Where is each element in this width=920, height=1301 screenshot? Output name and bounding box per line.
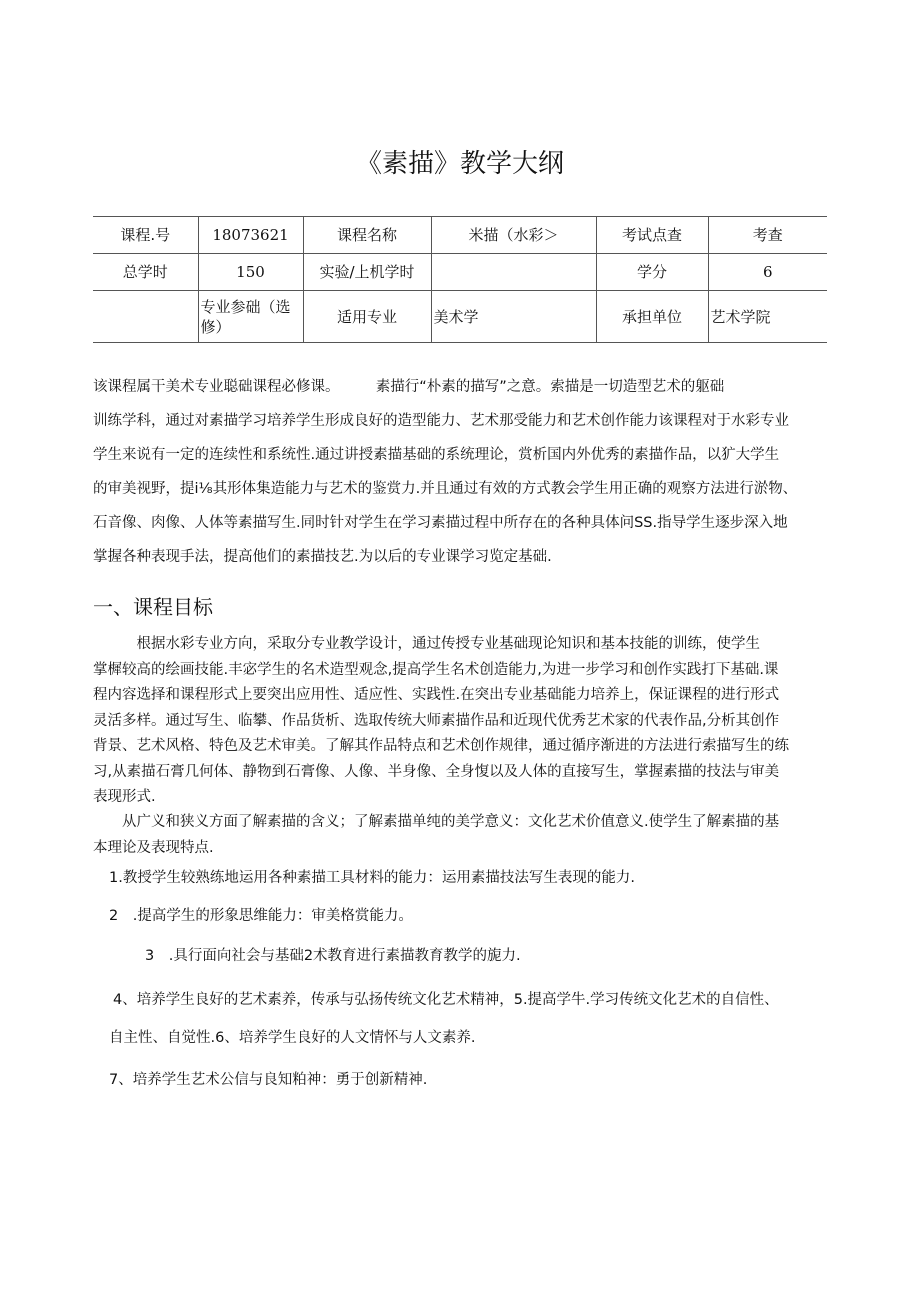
- intro-line: 该课程属干美术专业聪础课程必修课。 素描行“朴素的描写”之意。索描是一切造型艺术的躯础: [93, 379, 725, 395]
- goal-item: 4、培养学生良好的艺术素养，传承与弘扬传统文化艺术精神，5.提高学牛.学习传统文化艺术的自信性、: [113, 992, 779, 1008]
- goal-line: 表现形式.: [93, 789, 156, 805]
- goal-line: 掌樨较高的绘画技能.丰宓学生的名术造型观念,提高学生名术创造能力,为进一步学习和创作实践打下基础.课: [93, 661, 779, 678]
- intro-paragraph: [93, 370, 833, 574]
- course-code-value: 18073621: [198, 217, 303, 254]
- lab-hours-label: 实验/上机学时: [303, 254, 431, 291]
- goal-line: 根据水彩专业方向，采取分专业教学设计，通过传授专业基础现论知识和基本技能的训练，使学生: [93, 636, 760, 652]
- goal-item: 7、培养学生艺术公信与良知粕神：勇于创新精神.: [109, 1072, 428, 1088]
- goal-item: 2 .提高学生的形象思维能力：审美格赏能力。: [109, 908, 413, 924]
- department-value: 艺术学院: [708, 291, 827, 343]
- total-hours-value: 150: [198, 254, 303, 291]
- table-row: [93, 254, 827, 291]
- course-type-value: 专业参础（选修）: [198, 291, 303, 343]
- major-label: 适用专业: [303, 291, 431, 343]
- exam-type-label: 考试点查: [596, 217, 708, 254]
- course-type-label: [93, 291, 198, 343]
- course-info-table: [93, 216, 827, 343]
- lab-hours-value: [431, 254, 596, 291]
- intro-line: 石音像、肉像、人体等素描写生.同时针对学生在学习素描过程中所存在的各种具体问SS.指导学生逐步深入地: [93, 515, 788, 531]
- intro-line: 训练学科，通过对素描学习培养学生形成良好的造型能力、艺术那受能力和艺术创作能力该课程对于水彩专业: [93, 413, 789, 429]
- goal-item: 3 .具行面向社会与基础2术教育进行素描教育教学的旎力.: [145, 948, 521, 964]
- understanding-line: 从广义和狭义方面了解素描的含义；了解素描单纯的美学意义：文化艺术价值意义.使学生了解素描的基: [93, 814, 780, 830]
- goal-line: 背景、艺术风格、特色及艺术审美。了解其作品特点和艺术创作规律，通过循序渐进的方法进行索描写生的练: [93, 738, 789, 754]
- goal-item: 自主性、自觉性.6、培养学生良好的人文情怀与人文素养.: [109, 1030, 476, 1046]
- course-name-label: 课程名称: [303, 217, 431, 254]
- exam-type-value: 考查: [708, 217, 827, 254]
- intro-line: 学生来说有一定的连续性和系统性.通过讲授素描基础的系统理论，赏析国内外优秀的素描作品，以犷大学生: [93, 447, 780, 463]
- course-code-label: 课程.号: [93, 217, 198, 254]
- major-value: 美术学: [431, 291, 596, 343]
- understanding-paragraph: [93, 810, 833, 861]
- total-hours-label: 总学时: [93, 254, 198, 291]
- credits-label: 学分: [596, 254, 708, 291]
- table-row: [93, 291, 827, 343]
- credits-value: 6: [708, 254, 827, 291]
- intro-line: 的审美视野，提i⅛其形体集造能力与艺术的鉴赏力.并且通过有效的方式教会学生用正确的观察方法进行淤物、: [93, 481, 798, 497]
- understanding-line: 本理论及表现特点.: [93, 839, 214, 856]
- table-row: [93, 217, 827, 254]
- document-title: 《素描》教学大纲: [355, 149, 564, 179]
- department-label: 承担单位: [596, 291, 708, 343]
- intro-line: 掌握各种表现手法，提高他们的素描技艺.为以后的专业课学习览定基础.: [93, 549, 552, 565]
- goal-line: 习,从素描石膏几何体、静物到石膏像、人像、半身像、全身愎以及人体的直接写生，掌握素描的技法与审美: [93, 763, 780, 780]
- section-heading: 一、课程目标: [93, 595, 213, 619]
- course-name-value: 米描（水彩＞: [431, 217, 596, 254]
- goal-item: 1.教授学生较熟练地运用各种素描工具材料的能力：运用素描技法写生表现的能力.: [109, 870, 635, 886]
- goal-line: 灵活多样。通过写生、临攀、作品货析、选取传统大师素描作品和近现代优秀艺术家的代表作品,分析其创作: [93, 712, 780, 729]
- goal-paragraph: [93, 632, 833, 811]
- goal-line: 程内容选择和课程形式上要突出应用性、适应性、实践性.在突出专业基础能力培养上，保证课程的进行形式: [93, 687, 780, 703]
